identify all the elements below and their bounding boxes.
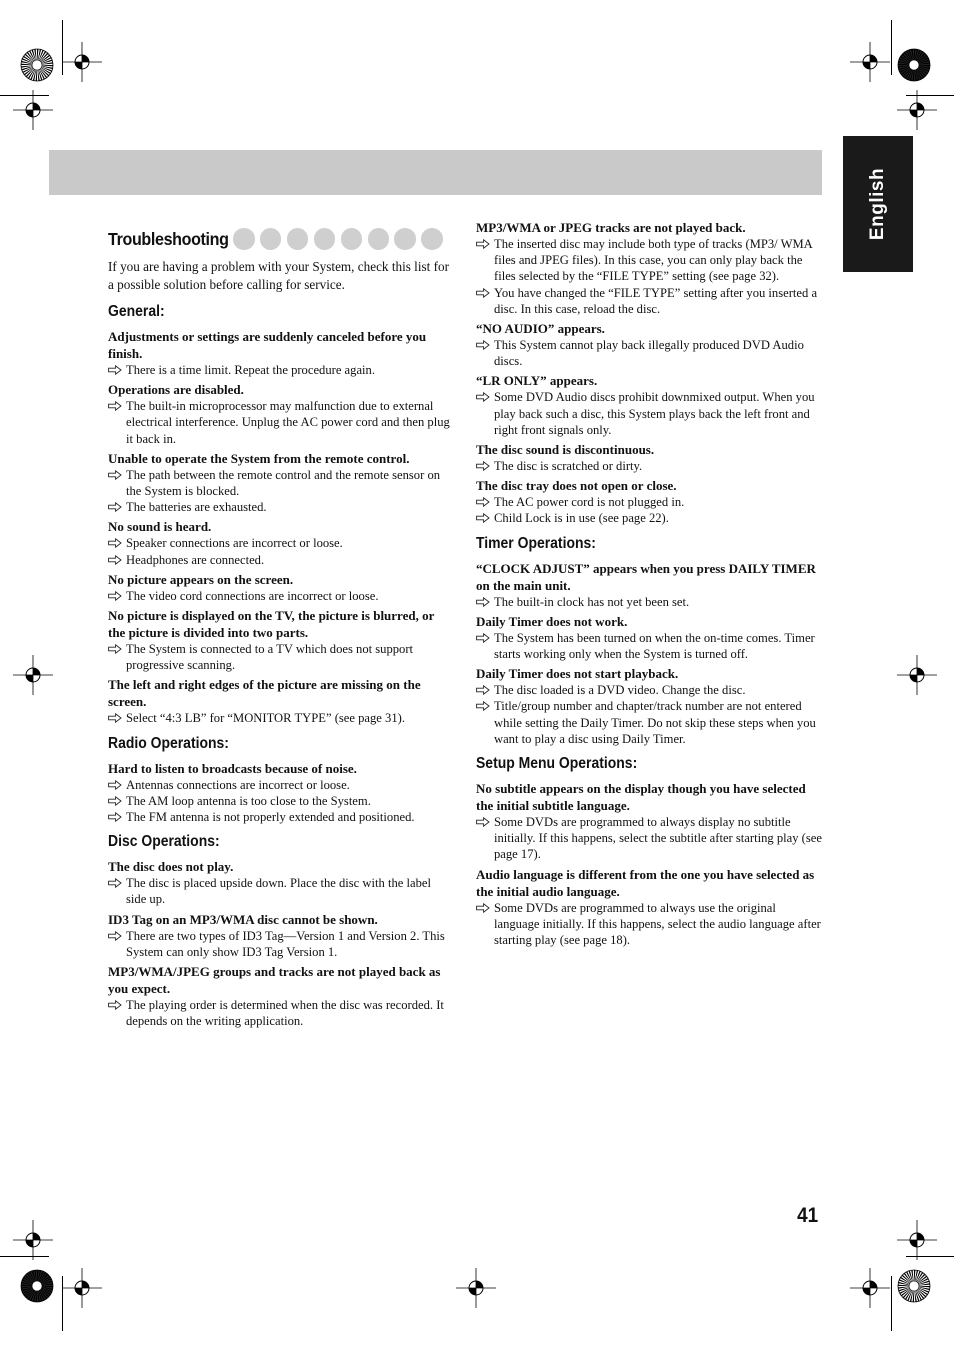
section-heading: Disc Operations: (108, 833, 220, 851)
section-heading: Radio Operations: (108, 734, 229, 752)
solution-text: The batteries are exhausted. (126, 500, 267, 515)
registration-mark-icon (33, 1240, 34, 1241)
crop-mark (906, 95, 954, 96)
troubleshooting-item (108, 858, 454, 907)
solution (108, 997, 454, 1029)
problem-text: Audio language is different from the one you have selected as the initial audio language. (476, 866, 815, 899)
solution-text: The built-in microprocessor may malfunction due to external electrical interference. Unplug the AC power cord and then plug it back in. (126, 399, 450, 446)
solution-text: The System is connected to a TV which does not support progressive scanning. (126, 642, 414, 673)
solution-text: Some DVD Audio discs prohibit downmixed output. When you play back such a disc, this System plays back the left front and right front signals only. (494, 390, 815, 437)
arrow-right-icon (108, 812, 122, 822)
arrow-right-icon (108, 591, 122, 601)
solution (476, 594, 822, 610)
solution (476, 458, 822, 474)
arrow-right-icon (108, 796, 122, 806)
troubleshooting-item (476, 441, 822, 474)
arrow-right-icon (108, 538, 122, 548)
solution (108, 875, 454, 907)
problem-text: No picture appears on the screen. (108, 571, 294, 587)
solution-text: The System has been turned on when the on-time comes. Timer starts working only when the System is turned off. (494, 630, 815, 662)
intro-text: If you are having a problem with your System, check this list for a possible solution before calling for service. (108, 259, 449, 292)
arrow-right-icon (476, 633, 490, 643)
problem-text: No picture is displayed on the TV, the picture is blurred, or the picture is divided into two parts. (108, 608, 435, 641)
arrow-right-icon (108, 644, 122, 654)
problem-text: “CLOCK ADJUST” appears when you press DAILY TIMER on the main unit. (476, 560, 816, 593)
arrow-right-icon (476, 701, 490, 711)
solution-text: The path between the remote control and the remote sensor on the System is blocked. (126, 467, 441, 499)
solution (108, 777, 454, 793)
arrow-right-icon (476, 288, 490, 298)
solution-text: This System cannot play back illegally produced DVD Audio discs. (494, 338, 804, 369)
arrow-right-icon (108, 1000, 122, 1010)
page-number: 41 (797, 1204, 819, 1227)
decorative-dot (341, 228, 363, 250)
solution-text: The playing order is determined when the disc was recorded. It depends on the writing application. (126, 998, 444, 1029)
solution-text: There is a time limit. Repeat the procedure again. (126, 363, 375, 377)
troubleshooting-item (476, 866, 822, 949)
crop-mark (62, 20, 63, 75)
left-column (108, 226, 454, 1032)
arrow-right-icon (108, 502, 122, 512)
solution (476, 510, 822, 526)
troubleshooting-item (108, 607, 454, 673)
arrow-right-icon (476, 817, 490, 827)
solution (108, 467, 454, 499)
registration-mark-icon (917, 675, 918, 676)
solution-text: The disc is placed upside down. Place the disc with the label side up. (126, 876, 431, 907)
solution (108, 793, 454, 809)
troubleshooting-item (476, 477, 822, 526)
solution-text: The AC power cord is not plugged in. (494, 495, 685, 510)
solution-text: Antennas connections are incorrect or loose. (126, 777, 350, 792)
solution (476, 900, 822, 949)
decorative-dot (260, 228, 282, 250)
problem-text: Adjustments or settings are suddenly canceled before you finish. (108, 329, 427, 361)
solution-text: Some DVDs are programmed to always use the original language initially. If this happens, select the audio language after starting play (see page 18). (494, 900, 821, 948)
arrow-right-icon (476, 239, 490, 249)
title-row (108, 226, 454, 252)
problem-text: The disc sound is discontinuous. (476, 442, 655, 458)
arrow-right-icon (476, 340, 490, 350)
troubleshooting-item (476, 320, 822, 369)
problem-text: Unable to operate the System from the remote control. (108, 450, 410, 466)
arrow-right-icon (476, 461, 490, 471)
arrow-right-icon (476, 903, 490, 913)
decorative-dot (394, 228, 416, 250)
solution (476, 814, 822, 863)
right-sections (476, 219, 822, 948)
crop-mark (0, 95, 49, 96)
problem-text: MP3/WMA/JPEG groups and tracks are not played back as you expect. (108, 964, 441, 997)
solution (108, 398, 454, 447)
arrow-right-icon (108, 931, 122, 941)
registration-mark-icon (33, 110, 34, 111)
arrow-right-icon (108, 780, 122, 790)
section-heading: Timer Operations: (476, 534, 596, 552)
solution-text: Headphones are connected. (126, 552, 265, 567)
arrow-right-icon (476, 597, 490, 607)
problem-text: No subtitle appears on the display though you have selected the initial subtitle language. (476, 781, 806, 814)
right-column (476, 219, 822, 951)
problem-text: “NO AUDIO” appears. (476, 321, 605, 337)
solution (108, 641, 454, 673)
crop-mark (891, 20, 892, 75)
problem-text: The disc tray does not open or close. (476, 478, 677, 494)
decorative-dot (233, 228, 255, 250)
registration-mark-icon (917, 1240, 918, 1241)
solution (108, 362, 454, 378)
decorative-dot (368, 228, 390, 250)
arrow-right-icon (476, 513, 490, 523)
problem-text: The left and right edges of the picture are missing on the screen. (108, 677, 421, 710)
section-heading: General: (108, 303, 165, 320)
troubleshooting-item (108, 450, 454, 516)
registration-mark-icon (917, 110, 918, 111)
decorative-dot (287, 228, 309, 250)
section-heading: Setup Menu Operations: (476, 755, 638, 773)
arrow-right-icon (108, 878, 122, 888)
solution (108, 928, 454, 960)
solution (476, 285, 822, 317)
solution (476, 682, 822, 698)
solution (108, 588, 454, 604)
solution-text: The FM antenna is not properly extended and positioned. (126, 810, 415, 825)
title-dots (233, 228, 443, 250)
arrow-right-icon (108, 401, 122, 411)
solution-text: The built-in clock has not yet been set. (494, 594, 690, 609)
problem-text: ID3 Tag on an MP3/WMA disc cannot be shown. (108, 911, 378, 927)
page-title: Troubleshooting (108, 228, 229, 249)
troubleshooting-item (108, 676, 454, 726)
crop-mark (906, 1256, 954, 1257)
problem-text: Operations are disabled. (108, 382, 244, 398)
language-tab (843, 136, 913, 272)
solution (476, 630, 822, 662)
arrow-right-icon (476, 685, 490, 695)
registration-mark-icon (870, 1288, 871, 1289)
problem-text: Daily Timer does not start playback. (476, 666, 679, 682)
arrow-right-icon (476, 392, 490, 402)
solution (476, 337, 822, 369)
solution (476, 236, 822, 285)
solution (108, 499, 454, 515)
solution-text: Speaker connections are incorrect or loose. (126, 536, 343, 551)
solution (476, 494, 822, 510)
decorative-dot (314, 228, 336, 250)
crop-mark (891, 1276, 892, 1331)
solution (476, 698, 822, 747)
solution-text: The disc loaded is a DVD video. Change the disc. (494, 683, 746, 698)
solution-text: Child Lock is in use (see page 22). (494, 511, 669, 526)
troubleshooting-item (108, 760, 454, 826)
arrow-right-icon (108, 470, 122, 480)
registration-mark-icon (870, 62, 871, 63)
problem-text: Daily Timer does not work. (476, 613, 628, 629)
decorative-dot (421, 228, 443, 250)
problem-text: No sound is heard. (108, 519, 212, 535)
troubleshooting-item (476, 560, 822, 610)
solution (108, 710, 454, 726)
solution-text: Title/group number and chapter/track number are not entered while setting the Daily Timer. Do not skip these steps when you want to play a disc using Daily Timer. (494, 699, 816, 746)
arrow-right-icon (108, 365, 122, 375)
troubleshooting-item (108, 518, 454, 567)
arrow-right-icon (108, 713, 122, 723)
problem-text: Hard to listen to broadcasts because of noise. (108, 760, 357, 776)
troubleshooting-item (476, 219, 822, 317)
troubleshooting-item (108, 328, 454, 378)
solution-text: The video cord connections are incorrect or loose. (126, 588, 379, 603)
solution (108, 809, 454, 825)
solution-text: The AM loop antenna is too close to the System. (126, 793, 371, 808)
troubleshooting-item (108, 571, 454, 604)
troubleshooting-item (476, 780, 822, 863)
registration-mark-icon (82, 1288, 83, 1289)
arrow-right-icon (476, 497, 490, 507)
language-tab-label: English (867, 167, 888, 241)
troubleshooting-item (476, 372, 822, 438)
solution (476, 389, 822, 438)
solution (108, 535, 454, 551)
crop-mark (62, 1276, 63, 1331)
solution-text: The inserted disc may include both type of tracks (MP3/ WMA files and JPEG files). In this case, you can only play back the files selected by the “FILE TYPE” setting (see page 32). (494, 237, 813, 284)
troubleshooting-item (476, 613, 822, 662)
crop-mark (0, 1256, 49, 1257)
troubleshooting-item (108, 381, 454, 447)
problem-text: “LR ONLY” appears. (476, 373, 598, 389)
registration-mark-icon (476, 1288, 477, 1289)
problem-text: The disc does not play. (108, 859, 234, 875)
solution-text: There are two types of ID3 Tag—Version 1 and Version 2. This System can only show ID3 Tag Version 1. (126, 928, 445, 959)
problem-text: MP3/WMA or JPEG tracks are not played back. (476, 220, 746, 235)
troubleshooting-item (476, 665, 822, 747)
solution-text: The disc is scratched or dirty. (494, 459, 643, 474)
solution-text: You have changed the “FILE TYPE” setting after you inserted a disc. In this case, reload the disc. (494, 285, 818, 316)
solution-text: Select “4:3 LB” for “MONITOR TYPE” (see page 31). (126, 711, 405, 726)
solution (108, 552, 454, 568)
solution-text: Some DVDs are programmed to always display no subtitle initially. If this happens, select the subtitle after starting play (see page 17). (494, 815, 822, 862)
registration-mark-icon (82, 62, 83, 63)
left-sections (108, 303, 454, 1029)
troubleshooting-item (108, 911, 454, 960)
header-band (49, 150, 822, 195)
troubleshooting-item (108, 963, 454, 1029)
registration-mark-icon (33, 675, 34, 676)
arrow-right-icon (108, 555, 122, 565)
